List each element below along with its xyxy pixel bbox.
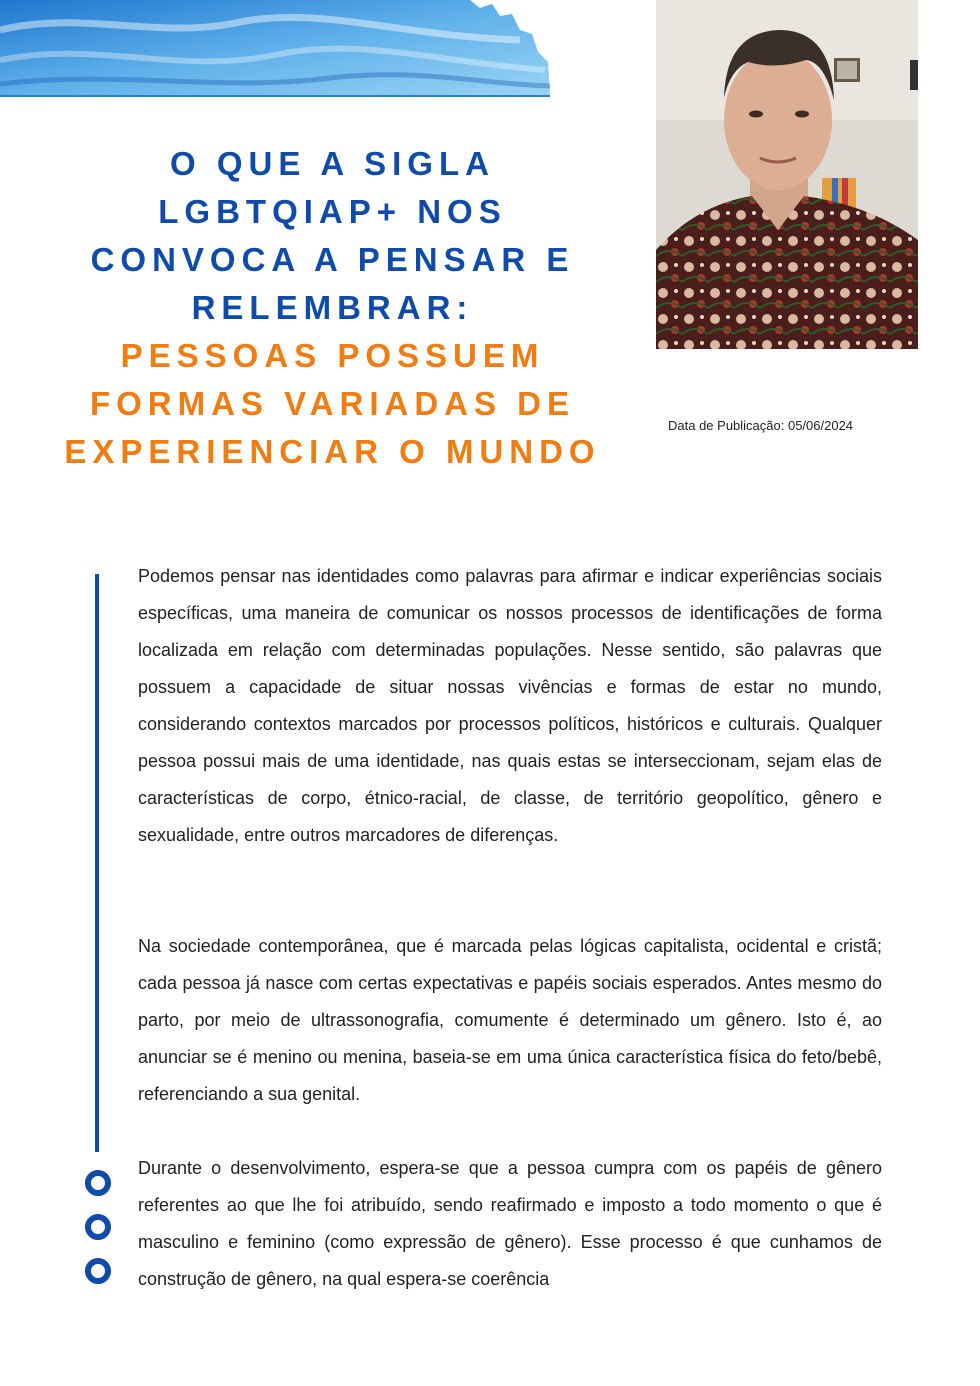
decorative-vertical-line	[95, 574, 99, 1152]
subtitle-line: FORMAS VARIADAS DE	[89, 385, 576, 422]
title-line: LGBTQIAP+ NOS	[158, 193, 507, 230]
decorative-ring	[85, 1258, 111, 1284]
article-title	[60, 140, 605, 476]
subtitle-line: EXPERIENCIAR O MUNDO	[64, 433, 601, 470]
author-photo	[656, 0, 918, 349]
publication-date: Data de Publicação: 05/06/2024	[668, 418, 854, 433]
decorative-ring	[85, 1170, 111, 1196]
title-line: CONVOCA A PENSAR E	[90, 241, 575, 278]
subtitle-line: PESSOAS POSSUEM	[120, 337, 545, 374]
decorative-ring	[85, 1214, 111, 1240]
title-line: O QUE A SIGLA	[170, 145, 495, 182]
body-paragraph: Durante o desenvolvimento, espera-se que a pessoa cumpra com os papéis de gênero referentes ao que lhe foi atribuído, sendo reafirmado e imposto a todo momento o que é masculino e feminino (como expressão de gênero). Esse processo é que cunhamos de construção de gênero, na qual espera-se coerência	[138, 1158, 882, 1289]
title-line: RELEMBRAR:	[191, 289, 474, 326]
body-paragraph: Podemos pensar nas identidades como palavras para afirmar e indicar experiências sociais específicas, uma maneira de comunicar os nossos processos de identificações de forma localizada em relação com determinadas populações. Nesse sentido, são palavras que possuem a capacidade de situar nossas vivências e formas de estar no mundo, considerando contextos marcados por processos políticos, históricos e culturais. Qualquer pessoa possui mais de uma identidade, nas quais estas se interseccionam, sejam elas de características de corpo, étnico-racial, de classe, de território geopolítico, gênero e sexualidade, entre outros marcadores de diferenças.	[138, 566, 882, 845]
body-paragraph: Na sociedade contemporânea, que é marcada pelas lógicas capitalista, ocidental e cristã; cada pessoa já nasce com certas expectativas e papéis sociais esperados. Antes mesmo do parto, por meio de ultrassonografia, comumente é determinado um gênero. Isto é, ao anunciar se é menino ou menina, baseia-se em uma única característica física do feto/bebê, referenciando a sua genital.	[138, 936, 882, 1104]
decorative-wave-banner	[0, 0, 560, 100]
author-portrait-illustration	[656, 0, 918, 349]
